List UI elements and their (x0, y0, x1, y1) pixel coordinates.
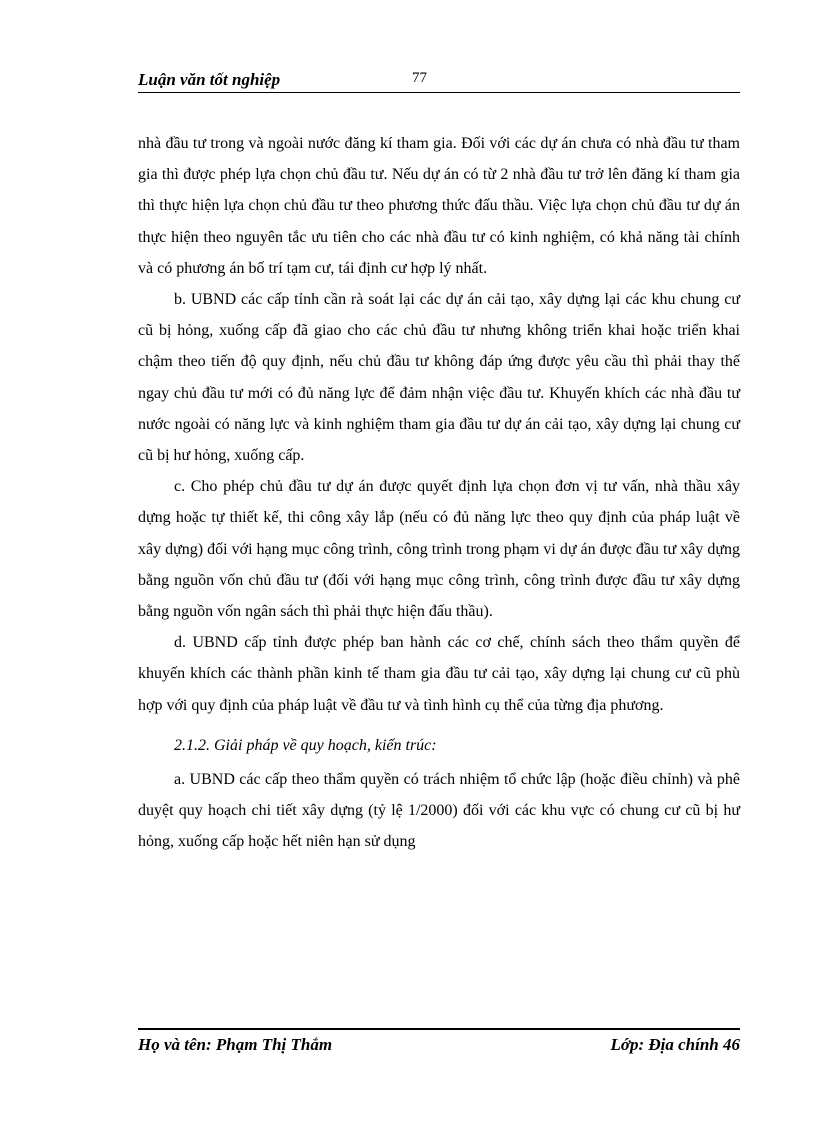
footer-class: Lớp: Địa chính 46 (610, 1035, 740, 1054)
paragraph-d: d. UBND cấp tỉnh được phép ban hành các cơ chế, chính sách theo thẩm quyền để khuyến khích các thành phần kinh tế tham gia đầu tư cải tạo, xây dựng lại chung cư cũ phù hợp với quy định của pháp luật về đầu tư và tình hình cụ thể của từng địa phương. (138, 634, 740, 714)
paragraph-c: c. Cho phép chủ đầu tư dự án được quyết định lựa chọn đơn vị tư vấn, nhà thầu xây dựng hoặc tự thiết kế, thi công xây lắp (nếu có đủ năng lực theo quy định của pháp luật về xây dựng) đối với hạng mục công trình, công trình trong phạm vi dự án được đầu tư xây dựng bằng nguồn vốn chủ đầu tư (đối với hạng mục công trình, công trình được đầu tư xây dựng bằng nguồn vốn ngân sách thì phải thực hiện đấu thầu). (138, 478, 740, 621)
footer-author: Họ và tên: Phạm Thị Thắm (138, 1035, 333, 1054)
section-heading: 2.1.2. Giải pháp về quy hoạch, kiến trúc: (174, 736, 437, 754)
header-title: Luận văn tốt nghiệp (138, 70, 281, 89)
page-footer (138, 1028, 740, 1061)
page-header (138, 70, 740, 93)
paragraph-b: b. UBND các cấp tỉnh cần rà soát lại các dự án cải tạo, xây dựng lại các khu chung cư cũ bị hỏng, xuống cấp đã giao cho các chủ đầu tư nhưng không triển khai hoặc triển khai chậm theo tiến độ quy định, nếu chủ đầu tư không đáp ứng được yêu cầu thì phải thay thế ngay chủ đầu tư mới có đủ năng lực để đảm nhận việc đầu tư. Khuyến khích các nhà đầu tư nước ngoài có năng lực và kinh nghiệm tham gia đầu tư dự án cải tạo, xây dựng lại chung cư cũ bị hư hỏng, xuống cấp. (138, 291, 740, 465)
document-body (138, 128, 740, 858)
paragraph-a: a. UBND các cấp theo thẩm quyền có trách nhiệm tổ chức lập (hoặc điều chỉnh) và phê duyệt quy hoạch chi tiết xây dựng (tỷ lệ 1/2000) đối với các khu vực có chung cư cũ bị hư hỏng, xuống cấp hoặc hết niên hạn sử dụng (138, 771, 740, 851)
paragraph-continuation: nhà đầu tư trong và ngoài nước đăng kí tham gia. Đối với các dự án chưa có nhà đầu tư tham gia thì được phép lựa chọn chủ đầu tư. Nếu dự án có từ 2 nhà đầu tư trở lên đăng kí tham gia thì thực hiện lựa chọn chủ đầu tư theo phương thức đấu thầu. Việc lựa chọn chủ đầu tư dự án thực hiện theo nguyên tắc ưu tiên cho các nhà đầu tư có kinh nghiệm, có khả năng tài chính và có phương án bố trí tạm cư, tái định cư hợp lý nhất. (138, 135, 740, 277)
page-number: 77 (412, 70, 427, 86)
